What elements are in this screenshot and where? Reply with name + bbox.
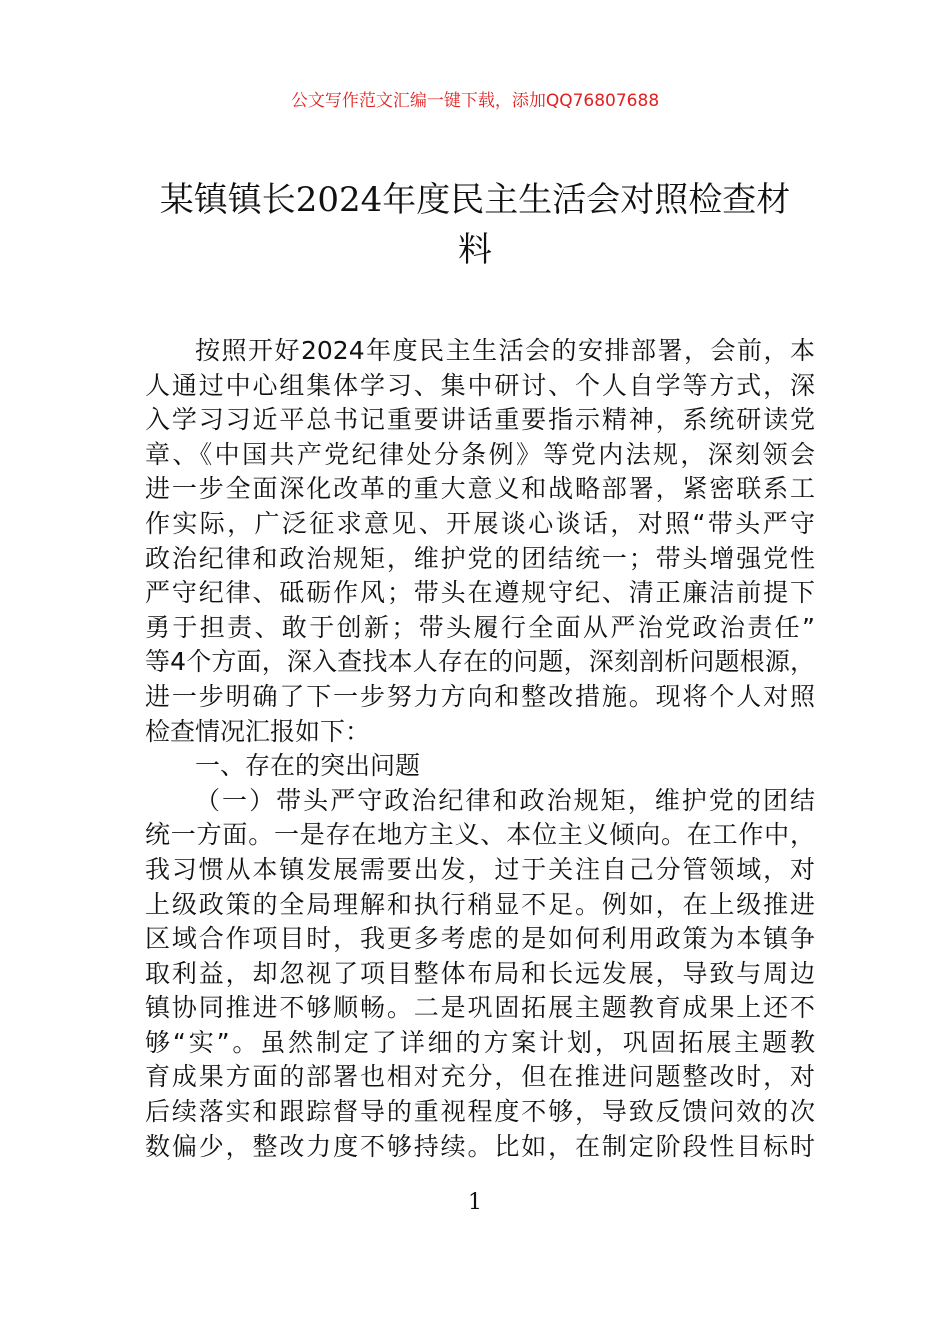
document-body bbox=[145, 334, 815, 1164]
text-line: （一）带头严守政治纪律和政治规矩，维护党的团结 bbox=[195, 785, 815, 815]
text-line: 取利益，却忽视了项目整体布局和长远发展，导致与周边 bbox=[145, 958, 815, 988]
text-line: 章、《中国共产党纪律处分条例》等党内法规，深刻领会 bbox=[145, 439, 815, 469]
text-line: 等4个方面，深入查找本人存在的问题，深刻剖析问题根源， bbox=[145, 647, 815, 677]
text-line: 人通过中心组集体学习、集中研讨、个人自学等方式，深 bbox=[145, 370, 815, 400]
text-line: 政治纪律和政治规矩，维护党的团结统一；带头增强党性 bbox=[145, 543, 815, 573]
page-number: 1 bbox=[468, 1190, 482, 1215]
text-line: 育成果方面的部署也相对充分，但在推进问题整改时，对 bbox=[145, 1062, 815, 1092]
text-line: 勇于担责、敢于创新；带头履行全面从严治党政治责任” bbox=[145, 612, 815, 642]
text-line: 作实际，广泛征求意见、开展谈心谈话，对照“带头严守 bbox=[145, 508, 815, 538]
text-line: 进一步明确了下一步努力方向和整改措施。现将个人对照 bbox=[145, 681, 815, 711]
text-line: 统一方面。一是存在地方主义、本位主义倾向。在工作中， bbox=[145, 820, 815, 850]
text-line: 上级政策的全局理解和执行稍显不足。例如，在上级推进 bbox=[145, 889, 815, 919]
text-line: 数偏少，整改力度不够持续。比如，在制定阶段性目标时 bbox=[145, 1131, 815, 1161]
text-line: 进一步全面深化改革的重大意义和战略部署，紧密联系工 bbox=[145, 474, 815, 504]
text-line: 我习惯从本镇发展需要出发，过于关注自己分管领域，对 bbox=[145, 854, 815, 884]
text-line: 按照开好2024年度民主生活会的安排部署，会前，本 bbox=[195, 336, 815, 365]
text-line: 入学习习近平总书记重要讲话重要指示精神，系统研读党 bbox=[145, 405, 815, 435]
text-line: 区域合作项目时，我更多考虑的是如何利用政策为本镇争 bbox=[145, 924, 815, 954]
text-line: 够“实”。虽然制定了详细的方案计划，巩固拓展主题教 bbox=[145, 1027, 815, 1057]
section-heading: 一、存在的突出问题 bbox=[195, 751, 421, 781]
download-note: 公文写作范文汇编一键下载，添加QQ76807688 bbox=[290, 91, 660, 111]
text-line: 检查情况汇报如下： bbox=[145, 716, 371, 746]
text-line: 后续落实和跟踪督导的重视程度不够，导致反馈问效的次 bbox=[145, 1097, 815, 1127]
document-title-line-1: 某镇镇长2024年度民主生活会对照检查材 bbox=[159, 180, 791, 220]
text-line: 镇协同推进不够顺畅。二是巩固拓展主题教育成果上还不 bbox=[145, 993, 815, 1023]
text-line: 严守纪律、砥砺作风；带头在遵规守纪、清正廉洁前提下 bbox=[145, 578, 815, 608]
document-title-line-2: 料 bbox=[458, 230, 492, 270]
